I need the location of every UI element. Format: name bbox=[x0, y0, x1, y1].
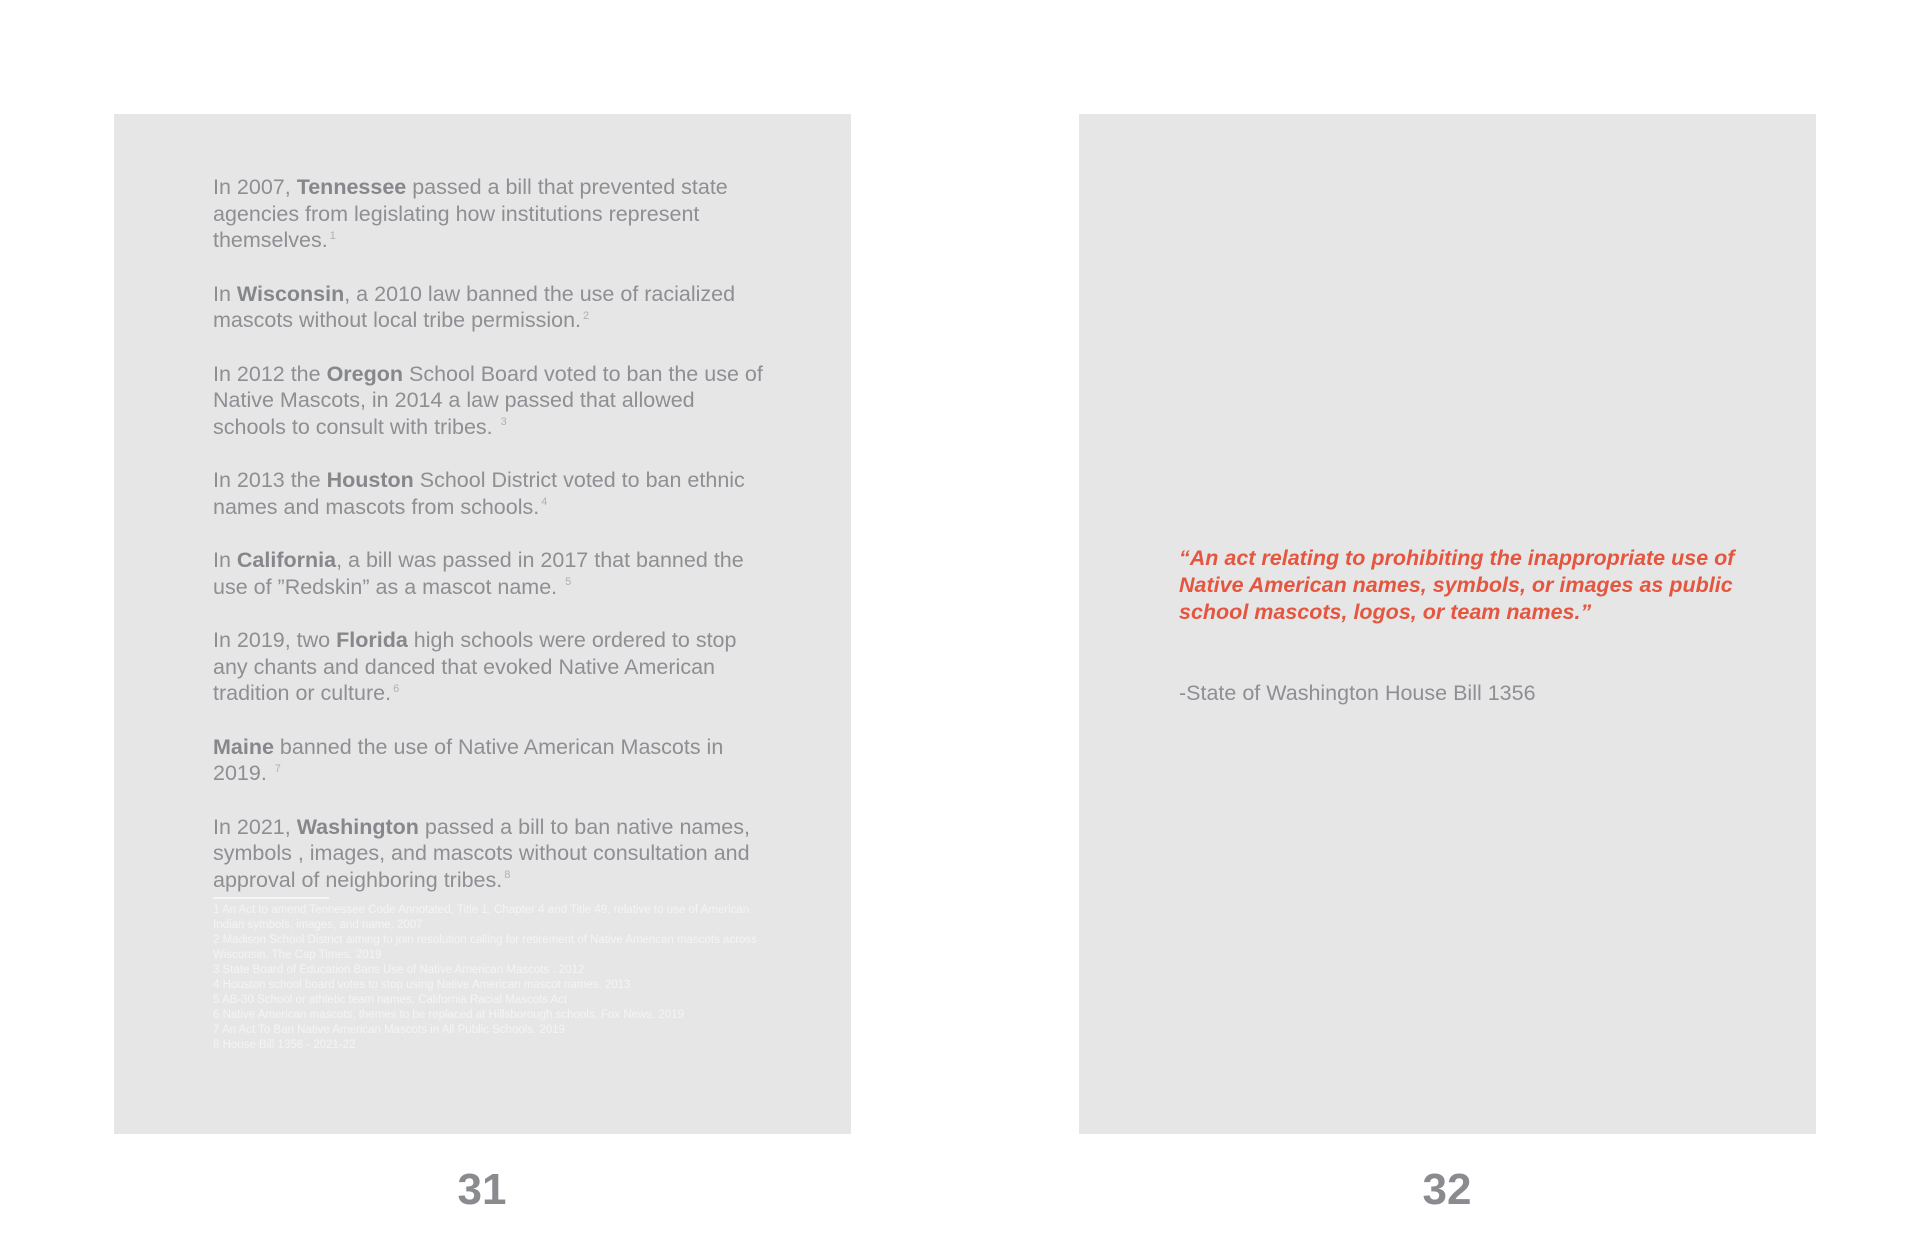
footnotes bbox=[213, 903, 773, 1053]
paragraph-washington: In 2021, Washington passed a bill to ban native names, symbols , images, and mascots without consultation and approval of neighboring tribes. $^8$ bbox=[213, 814, 750, 892]
footnote-8: 8 House Bill 1356 - 2021-22 bbox=[213, 1039, 356, 1051]
paragraph-oregon: In 2012 the Oregon School Board voted to ban the use of Native Mascots, in 2014 a law passed that allowed schools to consult with tribes. $^3$ bbox=[213, 361, 763, 439]
page-number-left: 31 bbox=[457, 1165, 507, 1214]
right-page bbox=[1079, 114, 1816, 1134]
footnote-7: 7 An Act To Ban Native American Mascots in All Public Schools. 2019 bbox=[213, 1024, 566, 1036]
paragraph-tennessee: In 2007, Tennessee passed a bill that prevented state agencies from legislating how institutions represent themselves. $^1$ bbox=[213, 175, 728, 252]
footnote-ref: 1 bbox=[329, 229, 336, 242]
paragraph-wisconsin: In Wisconsin, a 2010 law banned the use of racialized mascots without local tribe permission. $^2$ bbox=[213, 281, 736, 332]
quote-attribution: -State of Washington House Bill 1356 bbox=[1179, 681, 1536, 705]
paragraph-maine: Maine banned the use of Native American Mascots in 2019. $^7$ bbox=[213, 734, 724, 785]
footnote-6: 6 Native American mascots, themes to be replaced at Hillsborough schools. Fox News. 2019 bbox=[213, 1009, 685, 1021]
footnote-ref: 5 bbox=[565, 576, 572, 589]
pull-quote: “An act relating to prohibiting the inappropriate use of Native American names, symbols, or images as public school mascots, logos, or team names.” bbox=[1179, 546, 1735, 624]
footnote-5: 5 AB-30 School or athletic team names: California Racial Mascots Act bbox=[213, 994, 568, 1006]
footnote-ref: 3 bbox=[500, 416, 507, 429]
footnote-ref: 7 bbox=[274, 762, 281, 775]
footnote-ref: 6 bbox=[393, 682, 400, 695]
left-page bbox=[114, 114, 851, 1134]
footnote-ref: 2 bbox=[583, 309, 590, 322]
paragraph-houston: In 2013 the Houston School District voted to ban ethnic names and mascots from schools. $^4$ bbox=[213, 468, 745, 519]
footnote-ref: 4 bbox=[541, 496, 548, 509]
paragraph-florida: In 2019, two Florida high schools were ordered to stop any chants and danced that evoked Native American tradition or culture. $^6$ bbox=[213, 628, 737, 705]
footnote-1: 1 An Act to amend Tennessee Code Annotated, Title 1, Chapter 4 and Title 49, relative to use of American Indian symbols, images, and name. 2007 bbox=[213, 904, 750, 931]
footnote-divider bbox=[213, 897, 329, 899]
state-legislation-list bbox=[213, 174, 773, 920]
page-number-right: 32 bbox=[1422, 1165, 1472, 1214]
paragraph-california: In California, a bill was passed in 2017 that banned the use of ”Redskin” as a mascot name. $^5$ bbox=[213, 548, 744, 599]
footnote-2: 2 Madison School District aiming to join resolution calling for retirement of Native American mascots across Wisconsin. The Cap Times. 2019 bbox=[213, 934, 757, 961]
footnote-3: 3 State Board of Education Bans Use of Native American Mascots . 2012 bbox=[213, 964, 585, 976]
footnote-ref: 8 bbox=[504, 869, 511, 882]
footnote-4: 4 Houston school board votes to stop using Native American mascot names. 2013 bbox=[213, 979, 631, 991]
